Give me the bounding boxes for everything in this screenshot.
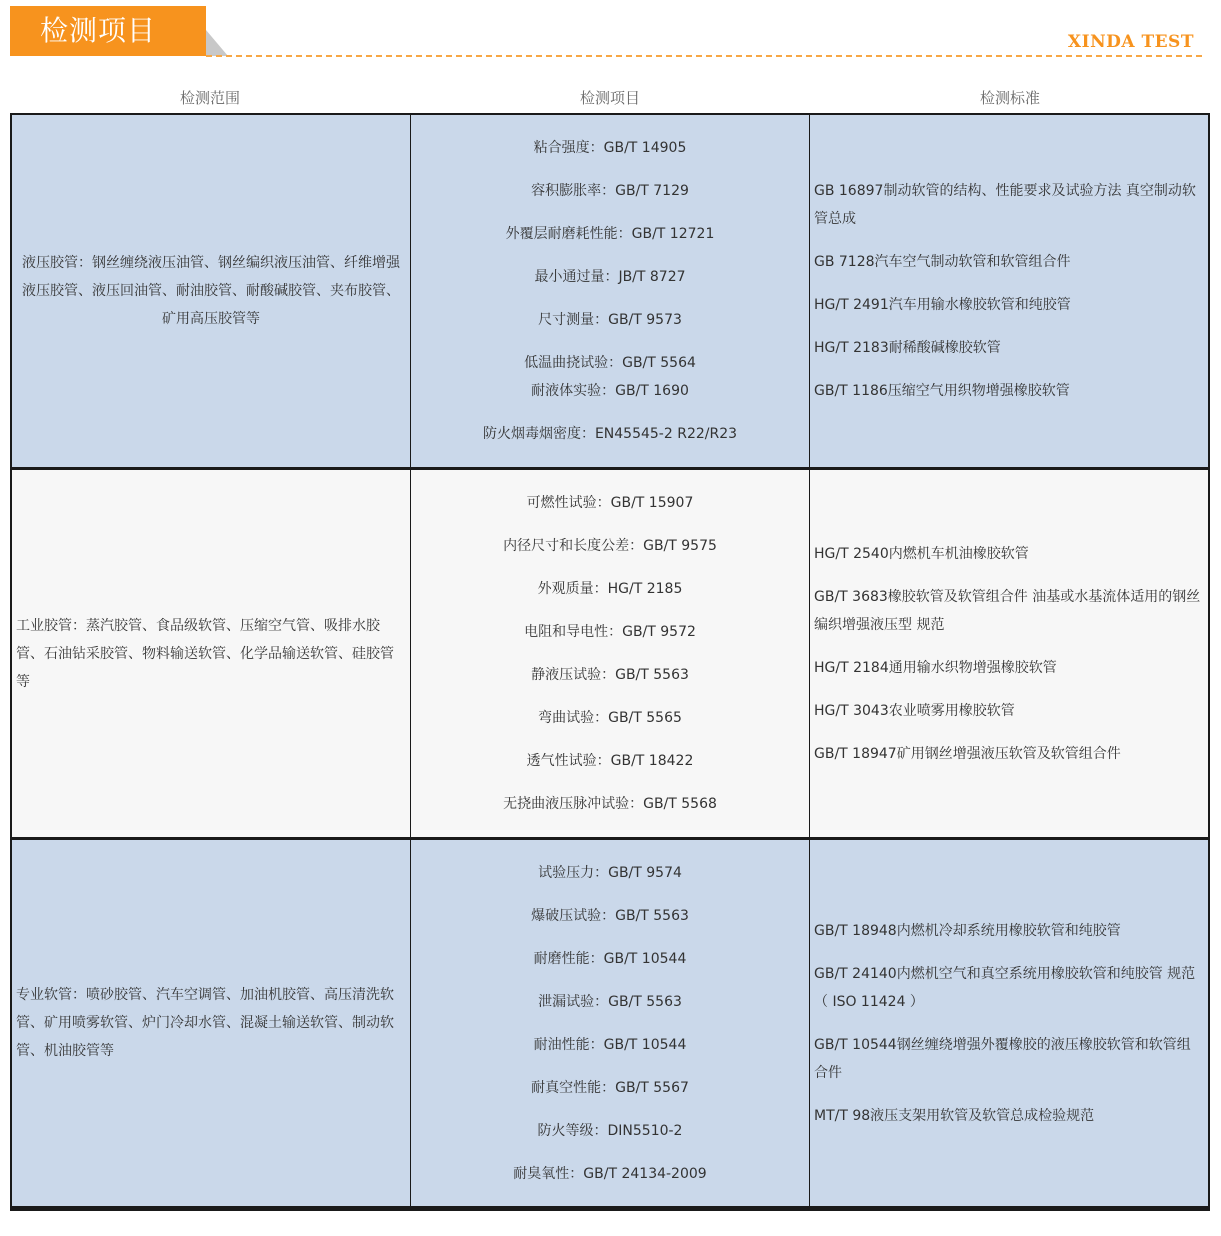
test-item: 外观质量：HG/T 2185	[537, 581, 683, 597]
items-cell	[411, 470, 809, 837]
standard-item: GB/T 10544钢丝缠绕增强外覆橡胶的液压橡胶软管和软管组合件	[814, 1036, 1191, 1081]
section-title: 检测项目	[10, 6, 206, 56]
test-item: 尺寸测量：GB/T 9573	[538, 312, 682, 328]
test-item: 防火等级：DIN5510-2	[537, 1122, 683, 1139]
column-headers	[10, 86, 1210, 110]
standard-item: HG/T 2540内燃机车机油橡胶软管	[814, 545, 1029, 562]
test-item: 爆破压试验：GB/T 5563	[531, 907, 689, 924]
standard-item: GB/T 18947矿用钢丝增强液压软管及软管组合件	[814, 745, 1121, 762]
testing-table	[10, 113, 1210, 1211]
test-item: 防火烟毒烟密度：EN45545-2 R22/R23	[482, 426, 738, 442]
standard-item: GB/T 18948内燃机冷却系统用橡胶软管和纯胶管	[814, 922, 1121, 939]
scope-cell	[12, 115, 410, 467]
title-tab-shadow	[206, 30, 228, 56]
test-item: 低温曲挠试验：GB/T 5564	[524, 355, 696, 371]
scope-text: 工业胶管：蒸汽胶管、食品级软管、压缩空气管、吸排水胶管、石油钻采胶管、物料输送软管、化学品输送软管、硅胶管等	[16, 617, 394, 690]
items-cell	[411, 115, 809, 467]
section-header	[10, 6, 1202, 58]
test-item: 内径尺寸和长度公差：GB/T 9575	[503, 538, 717, 554]
test-item: 最小通过量：JB/T 8727	[534, 269, 686, 285]
test-item: 耐油性能：GB/T 10544	[533, 1036, 687, 1053]
standard-item: HG/T 2183耐稀酸碱橡胶软管	[814, 340, 1001, 356]
test-item: 粘合强度：GB/T 14905	[533, 140, 687, 156]
header-divider	[206, 55, 1202, 57]
standard-item: HG/T 3043农业喷雾用橡胶软管	[814, 702, 1015, 719]
test-item: 外覆层耐磨耗性能：GB/T 12721	[505, 226, 715, 242]
brand-label: XINDA TEST	[1067, 32, 1194, 52]
scope-cell	[12, 840, 410, 1206]
test-item: 可燃性试验：GB/T 15907	[526, 495, 694, 511]
test-item: 无挠曲液压脉冲试验：GB/T 5568	[503, 796, 717, 812]
test-item: 耐液体实验：GB/T 1690	[531, 383, 689, 399]
standard-item: GB/T 24140内燃机空气和真空系统用橡胶软管和纯胶管 规范（ ISO 11424 ）	[814, 965, 1196, 1010]
test-item: 弯曲试验：GB/T 5565	[538, 710, 682, 726]
test-item: 泄漏试验：GB/T 5563	[538, 993, 682, 1010]
test-item: 耐磨性能：GB/T 10544	[533, 950, 687, 967]
standard-item: GB/T 1186压缩空气用织物增强橡胶软管	[814, 383, 1070, 399]
standard-item: GB 7128汽车空气制动软管和软管组合件	[814, 254, 1071, 270]
standard-item: HG/T 2184通用输水织物增强橡胶软管	[814, 659, 1057, 676]
standard-item: HG/T 2491汽车用输水橡胶软管和纯胶管	[814, 297, 1071, 313]
test-item: 容积膨胀率：GB/T 7129	[531, 183, 689, 199]
test-item: 试验压力：GB/T 9574	[538, 864, 682, 881]
scope-text: 液压胶管：钢丝缠绕液压油管、钢丝编织液压油管、纤维增强液压胶管、液压回油管、耐油胶管、耐酸碱胶管、夹布胶管、矿用高压胶管等	[22, 255, 400, 327]
test-item: 耐真空性能：GB/T 5567	[531, 1079, 689, 1096]
standards-cell	[810, 115, 1208, 467]
column-header-standards: 检测标准	[979, 89, 1040, 107]
test-item: 透气性试验：GB/T 18422	[526, 753, 694, 769]
standard-item: MT/T 98液压支架用软管及软管总成检验规范	[814, 1107, 1095, 1124]
column-header-items: 检测项目	[579, 89, 640, 107]
standard-item: GB/T 3683橡胶软管及软管组合件 油基或水基流体适用的钢丝编织增强液压型 规范	[814, 588, 1201, 633]
test-item: 耐臭氧性：GB/T 24134-2009	[513, 1165, 707, 1182]
standards-cell	[810, 470, 1208, 837]
test-item: 电阻和导电性：GB/T 9572	[524, 624, 696, 640]
column-header-scope: 检测范围	[179, 89, 240, 107]
standards-cell	[810, 840, 1208, 1206]
test-item: 静液压试验：GB/T 5563	[531, 667, 689, 683]
standard-item: GB 16897制动软管的结构、性能要求及试验方法 真空制动软管总成	[814, 183, 1196, 227]
items-cell	[411, 840, 809, 1206]
scope-cell	[12, 470, 410, 837]
scope-text: 专业软管：喷砂胶管、汽车空调管、加油机胶管、高压清洗软管、矿用喷雾软管、炉门冷却水管、混凝土输送软管、制动软管、机油胶管等	[16, 987, 394, 1059]
